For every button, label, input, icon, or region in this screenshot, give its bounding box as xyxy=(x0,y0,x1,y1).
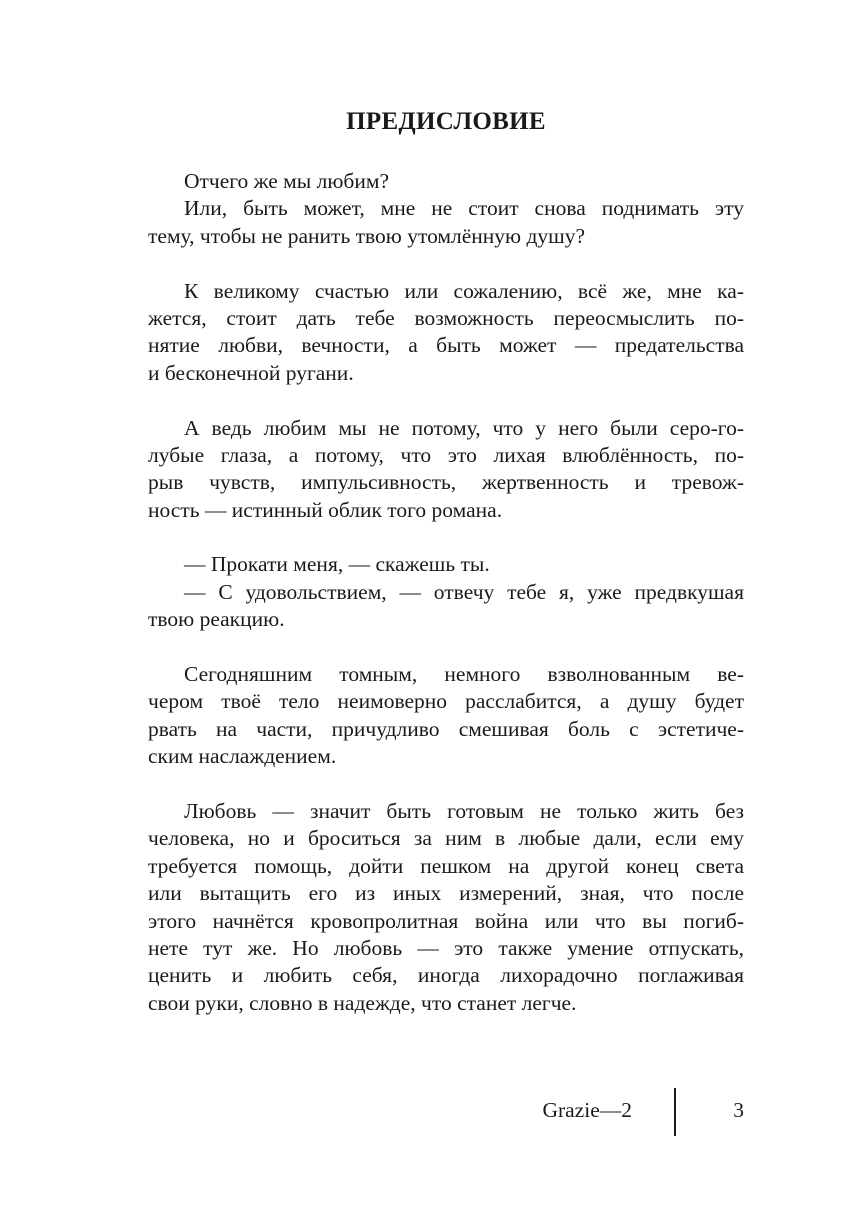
text-line: — Прокати меня, — скажешь ты. xyxy=(184,552,490,577)
text-line: и бесконечной ругани. xyxy=(148,360,354,385)
text-line: свои руки, словно в надежде, что станет легче. xyxy=(148,990,577,1015)
running-footer-title: Grazie—2 xyxy=(542,1098,632,1122)
page-number: 3 xyxy=(733,1098,744,1122)
text-line: или вытащить его из иных измерений, зная, что после xyxy=(148,881,744,906)
paragraph-gap xyxy=(148,250,744,277)
body-text xyxy=(148,168,744,1017)
text-line: тему, чтобы не ранить твою утомлённую душу? xyxy=(148,223,586,248)
text-line: нете тут же. Но любовь — это также умение отпускать, xyxy=(148,935,744,960)
paragraph-gap xyxy=(148,524,744,551)
text-line: требуется помощь, дойти пешком на другой конец света xyxy=(148,853,744,878)
text-line: ность — истинный облик того романа. xyxy=(148,497,503,522)
text-line: Сегодняшним томным, немного взволнованным ве- xyxy=(184,662,744,687)
text-line: — С удовольствием, — отвечу тебе я, уже предвкушая xyxy=(184,579,744,604)
text-line: К великому счастью или сожалению, всё же, мне ка- xyxy=(184,278,744,303)
text-line: Любовь — значит быть готовым не только жить без xyxy=(184,798,744,823)
paragraph-gap xyxy=(148,771,744,798)
text-line: нятие любви, вечности, а быть может — предательства xyxy=(148,333,744,358)
paragraph-gap xyxy=(148,634,744,661)
text-line: человека, но и броситься за ним в любые дали, если ему xyxy=(148,826,744,851)
text-line: твою реакцию. xyxy=(148,607,285,632)
text-line: рыв чувств, импульсивность, жертвенность и тревож- xyxy=(148,470,744,495)
text-line: лубые глаза, а потому, что это лихая влюблённость, по- xyxy=(148,442,744,467)
text-line: А ведь любим мы не потому, что у него были серо-го- xyxy=(184,415,744,440)
text-line: ским наслаждением. xyxy=(148,744,337,769)
paragraph-gap xyxy=(148,387,744,414)
text-line: ценить и любить себя, иногда лихорадочно поглаживая xyxy=(148,963,744,988)
chapter-heading: ПРЕДИСЛОВИЕ xyxy=(346,108,546,135)
text-line: чером твоё тело неимоверно расслабится, а душу будет xyxy=(148,689,744,714)
footer-divider xyxy=(674,1088,676,1136)
text-line: этого начнётся кровопролитная война или что вы погиб- xyxy=(148,908,744,933)
text-line: жется, стоит дать тебе возможность переосмыслить по- xyxy=(148,305,744,330)
text-line: рвать на части, причудливо смешивая боль с эстетиче- xyxy=(148,716,744,741)
text-line: Отчего же мы любим? xyxy=(184,169,389,193)
text-line: Или, быть может, мне не стоит снова поднимать эту xyxy=(184,196,744,221)
